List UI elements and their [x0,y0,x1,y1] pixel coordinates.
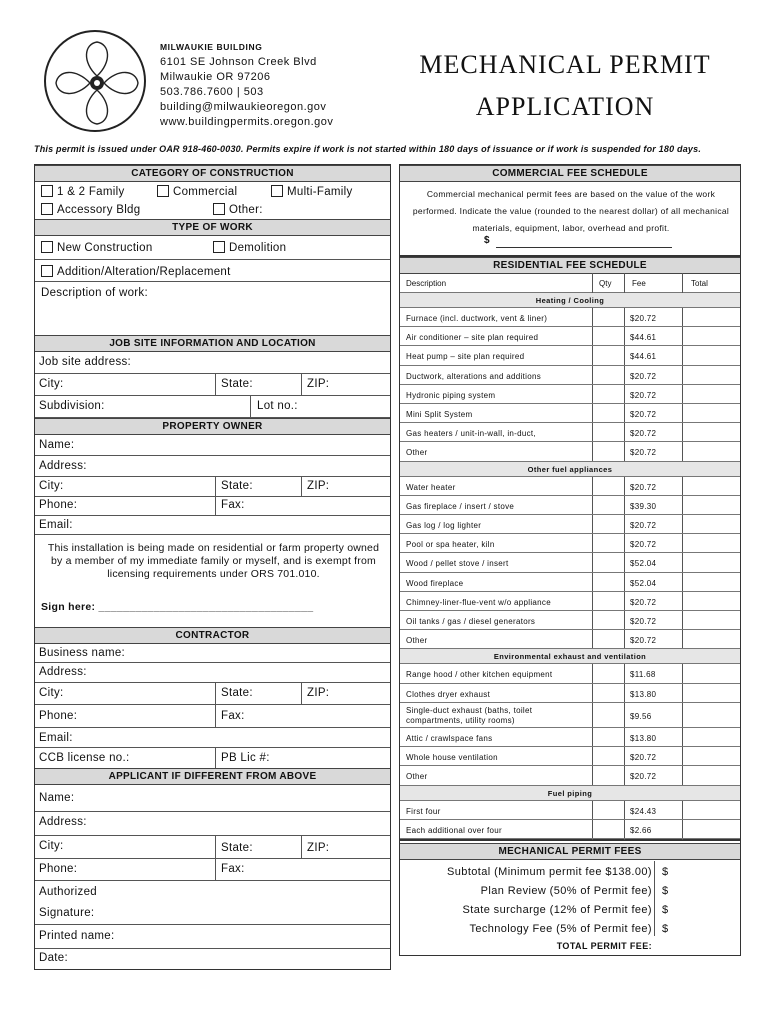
category-1-2-family[interactable]: 1 & 2 Family [41,185,125,198]
fee-description: Each additional over four [406,825,502,835]
work-new-construction[interactable]: New Construction [41,241,153,254]
city-logo-dogwood [44,30,146,132]
residential-column-headers: Description Qty Fee Total [400,273,740,293]
fee-row[interactable] [400,728,740,747]
job-site-address-field[interactable]: Job site address: [35,351,390,374]
fee-amount: $44.61 [630,333,657,343]
residential-fee-panel [399,256,741,840]
work-demolition[interactable]: Demolition [213,241,286,254]
applicant-printed-name-field[interactable]: Printed name: [35,925,390,949]
fee-description: Air conditioner – site plan required [406,333,539,343]
fee-amount: $20.72 [630,636,657,646]
fee-amount: $20.72 [630,753,657,763]
fee-amount: $52.04 [630,559,657,569]
job-site-subdivision-row[interactable]: Subdivision: Lot no.: [35,396,390,418]
org-email[interactable]: building@milwaukieoregon.gov [160,101,327,113]
permit-fees-panel: MECHANICAL PERMIT FEES Subtotal (Minimum permit fee $138.00) $ Plan Review (50% of Permit fee) $ State surcharge (12% of Permit fee) $ Technology Fee (5% of Permit fee) $ TOTAL PERMIT FEE: [399,840,741,956]
fee-row[interactable] [400,515,740,534]
fee-row[interactable] [400,747,740,766]
fee-description: Other [406,448,428,458]
org-address-1: 6101 SE Johnson Creek Blvd [160,56,317,68]
checkbox[interactable] [41,185,53,197]
fee-amount: $13.80 [630,689,657,699]
fee-row[interactable] [400,442,740,461]
checkbox[interactable] [41,265,53,277]
fee-amount: $20.72 [630,540,657,550]
fee-amount: $11.68 [630,670,656,680]
fee-description: Chimney-liner-flue-vent w/o appliance [406,597,551,607]
fee-row[interactable] [400,346,740,365]
fee-amount: $52.04 [630,578,657,588]
applicant-phone-row[interactable]: Phone: Fax: [35,859,390,881]
residential-fee-heading: RESIDENTIAL FEE SCHEDULE [400,257,740,274]
fee-description: Wood fireplace [406,578,464,588]
category-heading: CATEGORY OF CONSTRUCTION [35,165,390,182]
fee-row[interactable] [400,534,740,553]
fee-row[interactable] [400,327,740,346]
fee-row[interactable] [400,684,740,703]
fee-description: Hydronic piping system [406,390,496,400]
owner-email-field[interactable]: Email: [35,516,390,535]
applicant-address-field[interactable]: Address: [35,812,390,836]
property-owner-heading: PROPERTY OWNER [35,418,390,435]
fee-description: Other [406,636,428,646]
fee-amount: $20.72 [630,597,657,607]
left-form-panel [34,164,391,970]
fee-amount: $20.72 [630,521,657,530]
fee-description: Gas fireplace / insert / stove [406,501,515,511]
commercial-dollar-sign: $ [484,235,490,246]
fee-section-heading: Other fuel appliances [400,462,740,477]
fee-row[interactable] [400,630,740,649]
residential-fee-rows [400,293,740,841]
permit-notice: This permit is issued under OAR 918-460-0030. Permits expire if work is not started within 180 days of issuance or if work is suspended for 180 days. [34,144,702,154]
fee-description: Ductwork, alterations and additions [406,371,542,381]
applicant-signature-field[interactable]: Authorized Signature: [35,881,390,925]
fee-row[interactable] [400,366,740,385]
form-title-line-1: MECHANICAL PERMIT [419,50,711,79]
category-commercial[interactable]: Commercial [157,185,237,198]
fee-row[interactable] [400,385,740,404]
commercial-fee-text: Commercial mechanical permit fees are based on the value of the work performed. Indicate the value (rounded to the nearest dollar) of all mechanical materials, equipment, labor, overhead and profit. [412,189,730,233]
fee-amount: $20.72 [630,482,657,492]
fee-amount: $13.80 [630,734,657,743]
fee-description: Mini Split System [406,410,473,419]
fee-amount: $20.72 [630,429,657,439]
fee-row[interactable] [400,703,740,728]
fee-section-heading: Heating / Cooling [400,293,740,308]
owner-exemption-statement: This installation is being made on residential or farm property owned by a member of my immediate family or myself, and is exempt from licensing requirements under ORS 701.010. [47,542,380,580]
fee-amount: $39.30 [630,501,657,511]
fee-row[interactable] [400,308,740,327]
fee-description: Heat pump – site plan required [406,352,525,362]
fee-row[interactable] [400,477,740,496]
description-of-work-field[interactable] [35,285,390,333]
type-of-work-heading: TYPE OF WORK [35,219,390,236]
commercial-fee-panel [399,164,741,256]
category-other[interactable]: Other: [213,203,263,216]
fee-section-heading: Fuel piping [400,786,740,801]
fee-row[interactable] [400,611,740,630]
fee-row[interactable] [400,664,740,683]
fee-amount: $24.43 [630,806,657,816]
work-addition-alteration[interactable]: Addition/Alteration/Replacement [41,265,231,278]
description-of-work-label: Description of work: [41,287,148,299]
fee-row[interactable] [400,496,740,515]
fee-amount: $44.61 [630,352,657,362]
applicant-city-row[interactable]: City: State: ZIP: [35,836,390,859]
owner-phone-row[interactable]: Phone: Fax: [35,497,390,516]
applicant-date-field[interactable]: Date: [39,952,68,964]
fee-description: Oil tanks / gas / diesel generators [406,617,536,626]
fee-row[interactable] [400,801,740,820]
checkbox[interactable] [157,185,169,197]
fee-amount: $20.72 [630,371,657,381]
contractor-address-field[interactable]: Address: [35,663,390,683]
contractor-license-row[interactable]: CCB license no.: PB Lic #: [35,748,390,768]
contractor-phone-row[interactable]: Phone: Fax: [35,705,390,728]
job-site-heading: JOB SITE INFORMATION AND LOCATION [35,335,390,352]
fee-row[interactable] [400,592,740,611]
org-website[interactable]: www.buildingpermits.oregon.gov [160,116,334,128]
fee-amount: $20.72 [630,410,657,419]
owner-city-row[interactable]: City: State: ZIP: [35,477,390,497]
org-phone: 503.786.7600 | 503 [160,86,264,98]
checkbox[interactable] [41,241,53,253]
fee-description: First four [406,806,441,816]
checkbox[interactable] [213,203,225,215]
fee-amount: $9.56 [630,711,652,721]
category-multifamily[interactable]: Multi-Family [271,185,353,198]
org-address-2: Milwaukie OR 97206 [160,71,271,83]
category-accessory-bldg[interactable]: Accessory Bldg [41,203,140,216]
contractor-heading: CONTRACTOR [35,627,390,644]
fee-description: Whole house ventilation [406,753,498,763]
fee-amount: $20.72 [630,390,657,400]
applicant-name-field[interactable]: Name: [35,784,390,812]
checkbox[interactable] [41,203,53,215]
owner-sign-here[interactable]: Sign here: ___________________________________ [41,601,314,613]
fee-amount: $20.72 [630,617,657,626]
fee-description: Water heater [406,482,456,492]
fee-description: Gas log / log lighter [406,521,482,530]
permit-fees-heading: MECHANICAL PERMIT FEES [400,843,740,860]
fee-amount: $20.72 [630,448,657,458]
fee-amount: $2.66 [630,825,652,835]
fee-description: Clothes dryer exhaust [406,689,491,699]
fee-description: Furnace (incl. ductwork, vent & liner) [406,314,548,323]
fee-description: Wood / pellet stove / insert [406,559,509,569]
fee-description: Other [406,772,428,782]
contractor-email-field[interactable]: Email: [35,728,390,748]
commercial-fee-heading: COMMERCIAL FEE SCHEDULE [400,165,740,182]
commercial-value-input[interactable] [496,235,672,248]
owner-address-field[interactable]: Address: [35,456,390,477]
contractor-business-field[interactable]: Business name: [35,643,390,663]
form-title-line-2: APPLICATION [475,92,655,121]
fee-section-heading: Environmental exhaust and ventilation [400,649,740,664]
fee-description: Single-duct exhaust (baths, toilet compartments, utility rooms) [406,705,533,725]
fee-row[interactable] [400,423,740,442]
fee-description: Range hood / other kitchen equipment [406,670,553,680]
fee-description: Pool or spa heater, kiln [406,540,495,550]
checkbox[interactable] [213,241,225,253]
fee-amount: $20.72 [630,772,657,782]
fee-row[interactable] [400,573,740,592]
fee-row[interactable] [400,404,740,423]
checkbox[interactable] [271,185,283,197]
job-site-city-row[interactable]: City: State: ZIP: [35,374,390,396]
org-name: MILWAUKIE BUILDING [160,42,263,52]
fee-amount: $20.72 [630,314,657,323]
contractor-city-row[interactable]: City: State: ZIP: [35,683,390,705]
fee-description: Attic / crawlspace fans [406,734,493,743]
owner-name-field[interactable]: Name: [35,434,390,456]
fee-row[interactable] [400,820,740,839]
fee-row[interactable] [400,766,740,785]
fee-description: Gas heaters / unit-in-wall, in-duct, [406,429,536,439]
fee-row[interactable] [400,553,740,572]
applicant-heading: APPLICANT IF DIFFERENT FROM ABOVE [35,768,390,785]
